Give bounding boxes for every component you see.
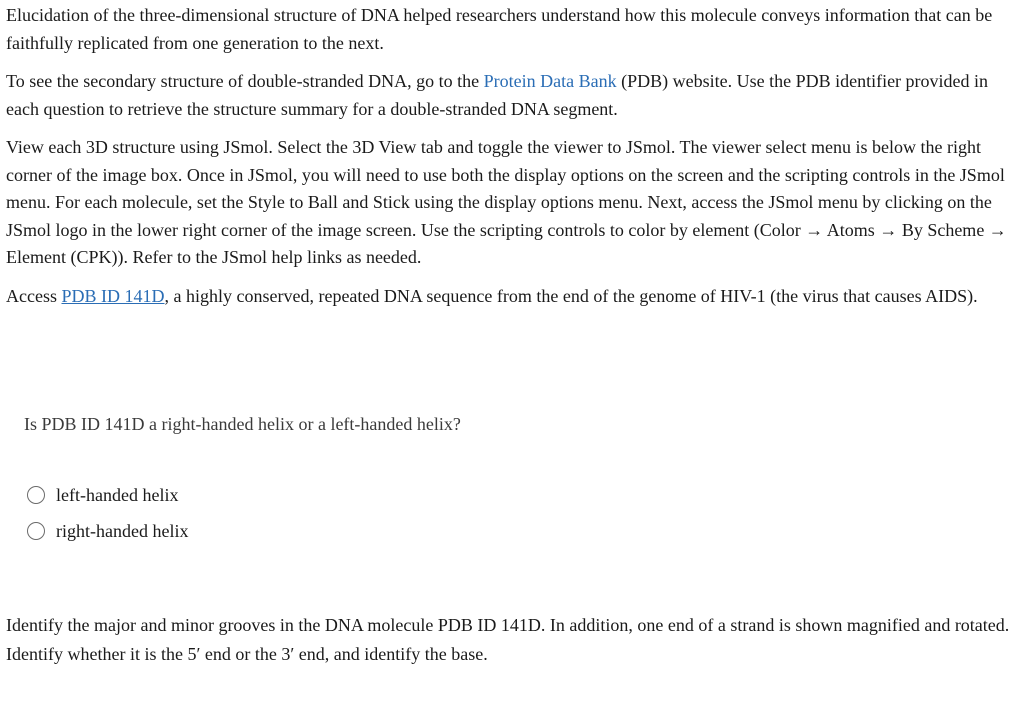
intro-paragraph-3: View each 3D structure using JSmol. Select the 3D View tab and toggle the viewer to JSmol. The viewer select menu is below the right corner of the image box. Once in JSmol, you will need to use both the display options on the screen and the scripting controls in the JSmol menu. For each molecule, set the Style to Ball and Stick using the display options menu. Next, access the JSmol menu by clicking on the JSmol logo in the lower right corner of the image screen. Use the scripting controls to color by element (Color → Atoms → By Scheme → Element (CPK)). Refer to the JSmol help links as needed. (6, 137, 1007, 267)
option-left-handed-helix[interactable] (27, 477, 188, 513)
intro-paragraph-4 (6, 283, 1016, 311)
intro-paragraph-1: Elucidation of the three-dimensional structure of DNA helped researchers understand how this molecule conveys information that can be faithfully replicated from one generation to the next. (6, 5, 993, 53)
radio-right-handed-helix[interactable] (27, 522, 45, 540)
intro-paragraph-2-text-after: (PDB) website. Use the PDB identifier provided in each question to retrieve the structure summary for a double-stranded DNA segment. (6, 71, 989, 119)
helix-answer-options (27, 477, 188, 549)
intro-paragraph-4-text-after: , a highly conserved, repeated DNA sequence from the end of the genome of HIV-1 (the virus that causes AIDS). (164, 285, 978, 306)
protein-data-bank-link[interactable]: Protein Data Bank (483, 71, 617, 91)
groove-identification-task: Identify the major and minor grooves in the DNA molecule PDB ID 141D. In addition, one end of a strand is shown magnified and rotated. Identify whether it is the 5′ end or the 3′ end, and identify the base. (6, 615, 1010, 664)
pdb-141d-link[interactable]: PDB ID 141D (61, 285, 165, 306)
intro-paragraph-4-text-before: Access (6, 285, 62, 306)
radio-left-handed-helix[interactable] (27, 486, 45, 504)
instructions-block (6, 2, 1016, 310)
option-label-right-handed-helix: right-handed helix (56, 520, 189, 541)
option-right-handed-helix[interactable] (27, 513, 188, 549)
intro-paragraph-2 (6, 68, 1016, 123)
helix-question: Is PDB ID 141D a right-handed helix or a left-handed helix? (24, 414, 461, 434)
option-label-left-handed-helix: left-handed helix (56, 484, 179, 505)
intro-paragraph-2-text-before: To see the secondary structure of double-stranded DNA, go to the (6, 71, 484, 91)
